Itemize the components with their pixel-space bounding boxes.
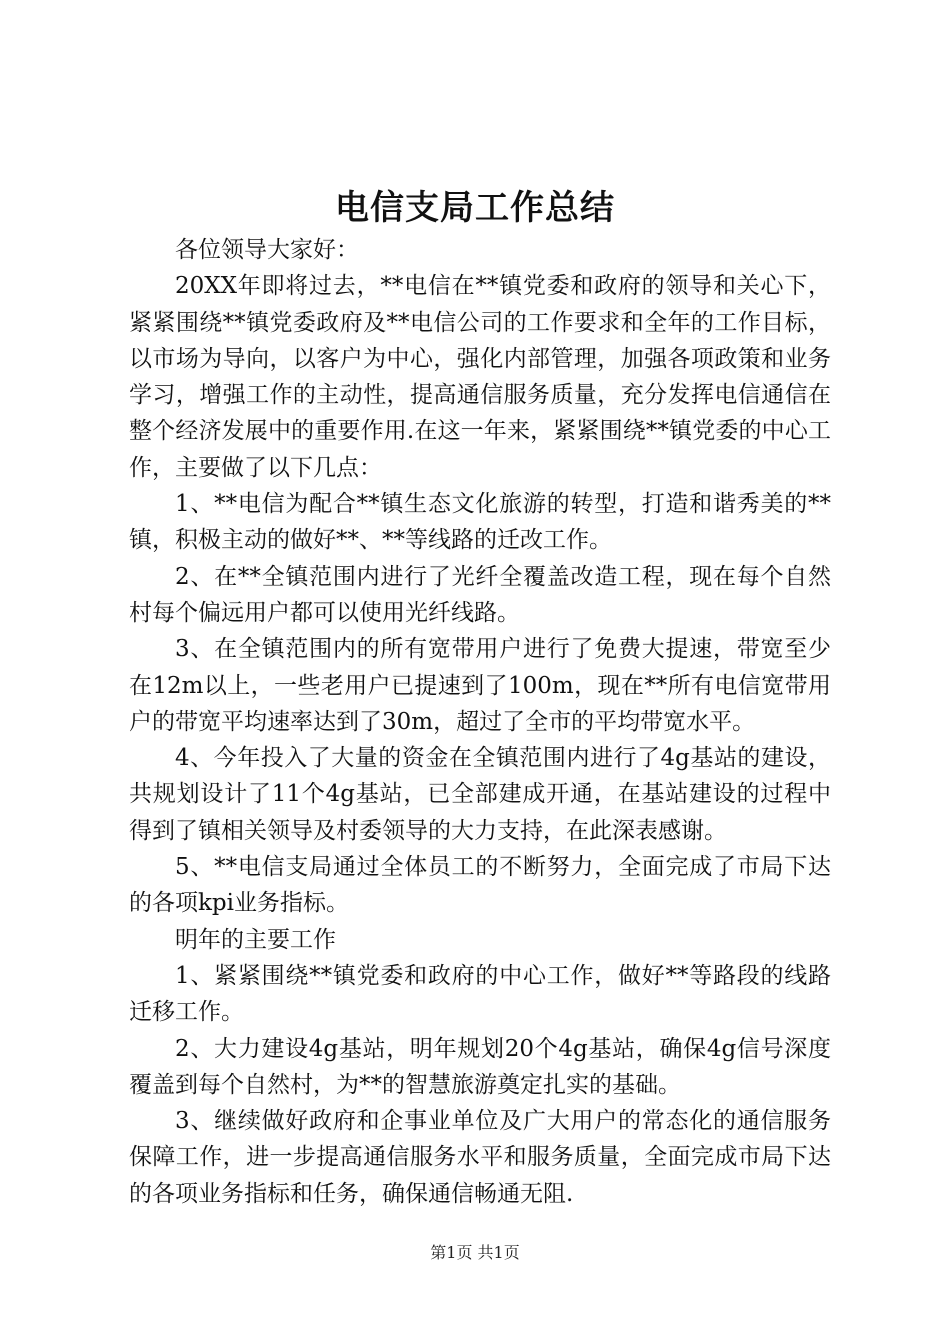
achievement-item-5: 5、**电信支局通过全体员工的不断努力，全面完成了市局下达的各项kpi业务指标。	[129, 854, 831, 917]
achievement-item-4: 4、今年投入了大量的资金在全镇范围内进行了4g基站的建设，共规划设计了11个4g基站，已全部建成开通，在基站建设的过程中得到了镇相关领导及村委领导的大力支持，在此深表感谢。	[129, 745, 831, 844]
achievement-item-2: 2、在**全镇范围内进行了光纤全覆盖改造工程，现在每个自然村每个偏远用户都可以使用光纤线路。	[129, 563, 831, 626]
achievement-item-3: 3、在全镇范围内的所有宽带用户进行了免费大提速，带宽至少在12m以上，一些老用户已提速到了100m，现在**所有电信宽带用户的带宽平均速率达到了30m，超过了全市的平均带宽水平。	[129, 636, 831, 735]
plan-item-2: 2、大力建设4g基站，明年规划20个4g基站，确保4g信号深度覆盖到每个自然村，为**的智慧旅游奠定扎实的基础。	[129, 1035, 831, 1098]
achievement-item-1: 1、**电信为配合**镇生态文化旅游的转型，打造和谐秀美的**镇，积极主动的做好**、**等线路的迁改工作。	[129, 491, 831, 554]
plan-item-3: 3、继续做好政府和企事业单位及广大用户的常态化的通信服务保障工作，进一步提高通信服务水平和服务质量，全面完成市局下达的各项业务指标和任务，确保通信畅通无阻.	[129, 1108, 831, 1207]
document-body	[129, 232, 831, 1212]
greeting-paragraph: 各位领导大家好：	[175, 237, 359, 263]
plan-item-1: 1、紧紧围绕**镇党委和政府的中心工作，做好**等路段的线路迁移工作。	[129, 962, 831, 1026]
page-footer: 第1页 共1页	[430, 1243, 520, 1262]
intro-paragraph: 20XX年即将过去，**电信在**镇党委和政府的领导和关心下，紧紧围绕**镇党委政府及**电信公司的工作要求和全年的工作目标，以市场为导向，以客户为中心，强化内部管理，加强各项政策和业务学习，增强工作的主动性，提高通信服务质量，充分发挥电信通信在整个经济发展中的重要作用.在这一年来，紧紧围绕**镇党委的中心工作，主要做了以下几点：	[129, 273, 831, 481]
next-year-heading: 明年的主要工作	[175, 926, 336, 953]
document-title: 电信支局工作总结	[335, 188, 615, 228]
